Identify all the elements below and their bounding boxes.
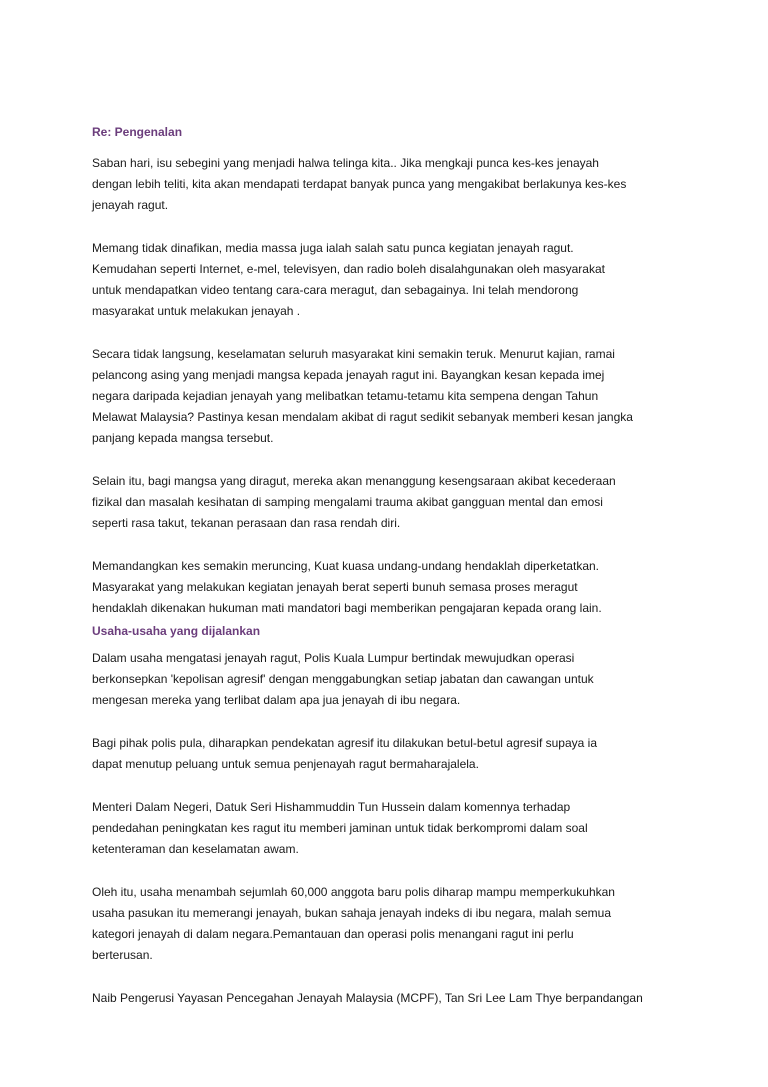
text-line: pendedahan peningkatan kes ragut itu memberi jaminan untuk tidak berkompromi dalam soal [92,821,588,835]
section-pengenalan [92,153,692,619]
text-line: Kemudahan seperti Internet, e-mel, televisyen, dan radio boleh disalahgunakan oleh masyarakat [92,262,605,276]
paragraph [92,556,692,619]
text-line: Melawat Malaysia? Pastinya kesan mendalam akibat di ragut sedikit sebanyak memberi kesan jangka [92,410,633,424]
text-line: berterusan. [92,948,153,962]
text-line: jenayah ragut. [92,198,169,212]
text-line: Menteri Dalam Negeri, Datuk Seri Hishammuddin Tun Hussein dalam komennya terhadap [92,800,571,814]
text-line: Dalam usaha mengatasi jenayah ragut, Polis Kuala Lumpur bertindak mewujudkan operasi [92,651,575,665]
text-line: Masyarakat yang melakukan kegiatan jenayah berat seperti bunuh semasa proses meragut [92,580,578,594]
text-line: Selain itu, bagi mangsa yang diragut, mereka akan menanggung kesengsaraan akibat kecederaan [92,474,616,488]
text-line: untuk mendapatkan video tentang cara-cara meragut, dan sebagainya. Ini telah mendorong [92,283,579,297]
text-line: Oleh itu, usaha menambah sejumlah 60,000 anggota baru polis diharap mampu memperkukuhkan [92,885,615,899]
paragraph [92,153,692,216]
text-line: mengesan mereka yang terlibat dalam apa jua jenayah di ibu negara. [92,693,461,707]
paragraph [92,797,692,860]
text-line: dapat menutup peluang untuk semua penjenayah ragut bermaharajalela. [92,757,479,771]
text-line: Secara tidak langsung, keselamatan seluruh masyarakat kini semakin teruk. Menurut kajian, ramai [92,347,615,361]
paragraph [92,471,692,534]
section-heading-usaha: Usaha-usaha yang dijalankan [92,624,261,638]
text-line: negara daripada kejadian jenayah yang melibatkan tetamu-tetamu kita sempena dengan Tahun [92,389,599,403]
text-line: Memang tidak dinafikan, media massa juga ialah salah satu punca kegiatan jenayah ragut. [92,241,574,255]
paragraph [92,648,692,711]
text-line: seperti rasa takut, tekanan perasaan dan rasa rendah diri. [92,516,401,530]
text-line: hendaklah dikenakan hukuman mati mandatori bagi memberikan pengajaran kepada orang lain. [92,601,602,615]
text-line: berkonsepkan 'kepolisan agresif' dengan menggabungkan setiap jabatan dan cawangan untuk [92,672,594,686]
text-line: masyarakat untuk melakukan jenayah . [92,304,301,318]
text-line: kategori jenayah di dalam negara.Pemantauan dan operasi polis menangani ragut ini perlu [92,927,574,941]
paragraph [92,882,692,966]
section-usaha [92,648,692,1009]
text-line: panjang kepada mangsa tersebut. [92,431,274,445]
text-line: Naib Pengerusi Yayasan Pencegahan Jenayah Malaysia (MCPF), Tan Sri Lee Lam Thye berpandangan [92,991,643,1005]
text-line: usaha pasukan itu memerangi jenayah, bukan sahaja jenayah indeks di ibu negara, malah semua [92,906,612,920]
text-line: Bagi pihak polis pula, diharapkan pendekatan agresif itu dilakukan betul-betul agresif supaya ia [92,736,598,750]
text-line: fizikal dan masalah kesihatan di samping mengalami trauma akibat gangguan mental dan emosi [92,495,603,509]
paragraph [92,344,692,449]
document-body [92,124,692,1031]
paragraph [92,238,692,322]
text-line: ketenteraman dan keselamatan awam. [92,842,299,856]
text-line: pelancong asing yang menjadi mangsa kepada jenayah ragut ini. Bayangkan kesan kepada imej [92,368,605,382]
text-line: dengan lebih teliti, kita akan mendapati terdapat banyak punca yang mengakibat berlakunya kes-kes [92,177,627,191]
paragraph [92,733,692,775]
section-heading-pengenalan: Re: Pengenalan [92,125,183,139]
paragraph [92,988,692,1009]
text-line: Memandangkan kes semakin meruncing, Kuat kuasa undang-undang hendaklah diperketatkan. [92,559,599,573]
text-line: Saban hari, isu sebegini yang menjadi halwa telinga kita.. Jika mengkaji punca kes-kes jenayah [92,156,599,170]
